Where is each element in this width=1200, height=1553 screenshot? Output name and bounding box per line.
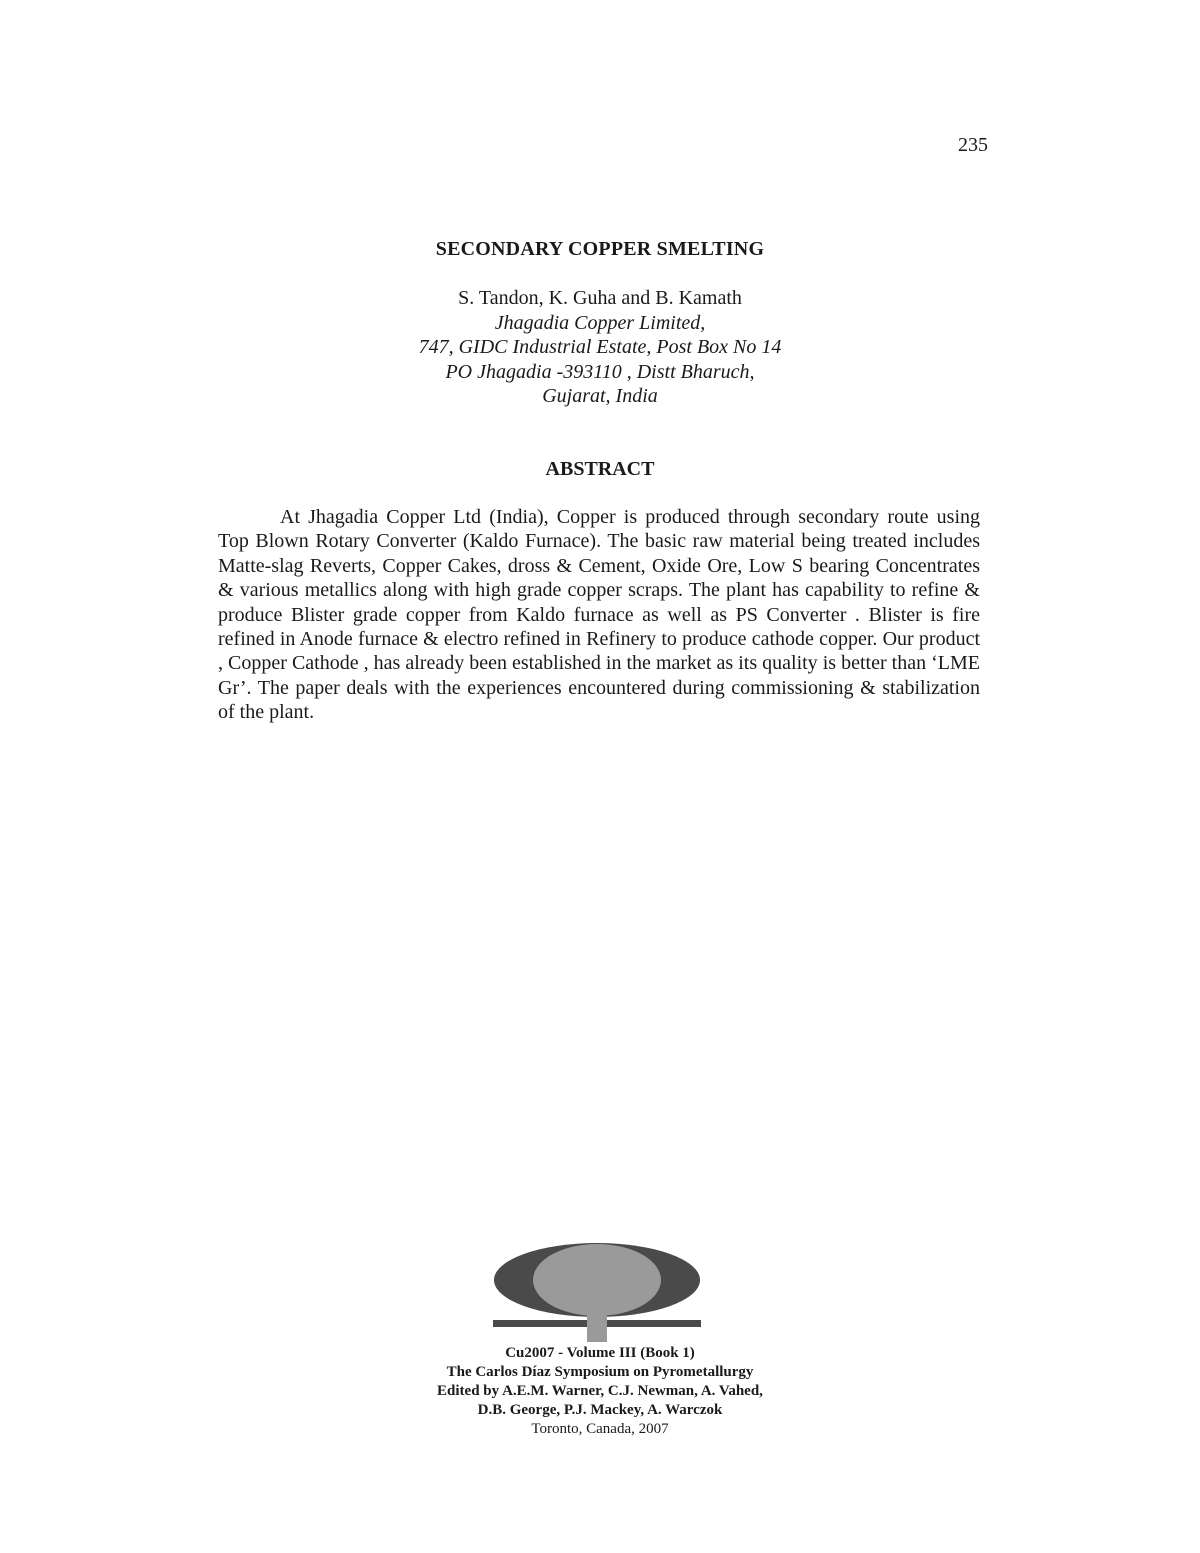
affiliation-line-2: 747, GIDC Industrial Estate, Post Box No 14 xyxy=(418,336,782,358)
page-number: 235 xyxy=(958,134,988,156)
authors: S. Tandon, K. Guha and B. Kamath xyxy=(458,287,742,309)
footer-volume: Cu2007 - Volume III (Book 1) xyxy=(505,1345,695,1361)
paper-title: SECONDARY COPPER SMELTING xyxy=(435,238,765,260)
footer-editors-1: Edited by A.E.M. Warner, C.J. Newman, A. Vahed, xyxy=(437,1383,763,1399)
affiliation-line-1: Jhagadia Copper Limited, xyxy=(494,311,706,334)
affiliation-line-3: PO Jhagadia -393110 , Distt Bharuch, xyxy=(445,360,755,383)
affiliation-line-4: Gujarat, India xyxy=(542,385,658,407)
author-block xyxy=(0,286,1200,409)
abstract-text: At Jhagadia Copper Ltd (India), Copper is produced through secondary route using Top Blown Rotary Converter (Kaldo Furnace). The basic raw material being treated includes Matte-slag Reverts, Copper Cakes, dross & Cement, Oxide Ore, Low S bearing Concentrates & various metallics along with high grade copper scraps. The plant has capability to refine & produce Blister grade copper from Kaldo furnace as well as PS Converter . Blister is fire refined in Anode furnace & electro refined in Refinery to produce cathode copper. Our product , Copper Cathode , has already been established in the market as its quality is better than ‘LME Gr’. The paper deals with the experiences encountered during commissioning & stabilization of the plant. xyxy=(218,506,980,724)
symposium-footer xyxy=(0,1344,1200,1439)
logo-inner-ellipse xyxy=(533,1244,661,1316)
footer-symposium: The Carlos Díaz Symposium on Pyrometallurgy xyxy=(446,1364,754,1380)
abstract-heading: ABSTRACT xyxy=(545,458,655,480)
logo-stem xyxy=(587,1314,607,1342)
footer-location: Toronto, Canada, 2007 xyxy=(531,1421,669,1437)
cu2007-logo-icon xyxy=(493,1242,701,1342)
logo-stem-overlay xyxy=(587,1320,607,1327)
footer-editors-2: D.B. George, P.J. Mackey, A. Warczok xyxy=(477,1402,723,1418)
